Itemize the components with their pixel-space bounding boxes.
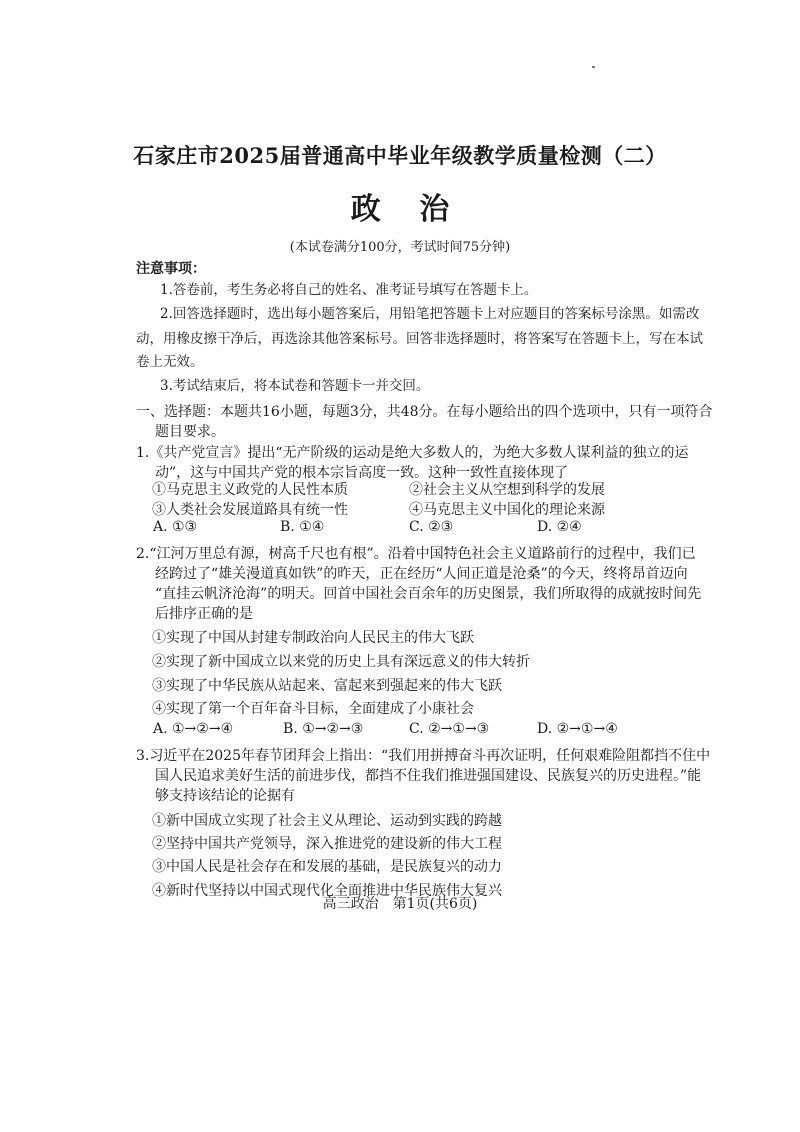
q1-statement-2: ②社会主义从空想到科学的发展 — [409, 482, 605, 498]
q2-statement-1: ①实现了中国从封建专制政治向人民民主的伟大飞跃 — [152, 630, 474, 646]
q2-stem-line1: 2.“江河万里总有源，树高千尺也有根”。沿着中国特色社会主义道路前行的过程中，我们已 — [136, 546, 696, 562]
q2-option-c: C. ②→①→③ — [409, 721, 490, 737]
q1-statement-1: ①马克思主义政党的人民性本质 — [152, 482, 348, 498]
notice-item-1: 1.答卷前，考生务必将自己的姓名、准考证号填写在答题卡上。 — [160, 282, 538, 298]
q3-stem-line1: 3.习近平在2025年春节团拜会上指出：“我们用拼搏奋斗再次证明，任何艰难险阻都挡不住中 — [136, 748, 711, 764]
subject-title: 政 治 — [350, 192, 464, 227]
q3-statement-1: ①新中国成立实现了社会主义从理论、运动到实践的跨越 — [152, 813, 502, 829]
q1-option-b: B. ①④ — [280, 519, 325, 535]
section-header-line1: 一、选择题：本题共16小题，每题3分，共48分。在每小题给出的四个选项中，只有一项符合 — [136, 404, 713, 420]
q2-option-a: A. ①→②→④ — [153, 721, 234, 737]
score-info: (本试卷满分100分，考试时间75分钟) — [289, 240, 511, 255]
exam-title: 石家庄市2025届普通高中毕业年级教学质量检测（二） — [133, 143, 667, 168]
q2-statement-2: ②实现了新中国成立以来党的历史上具有深远意义的伟大转折 — [152, 654, 530, 670]
q1-stem-line1: 1.《共产党宣言》提出“无产阶级的运动是绝大多数人的，为绝大多数人谋利益的独立的运 — [136, 445, 689, 461]
q1-option-d: D. ②④ — [537, 519, 582, 535]
q3-stem-line3: 够支持该结论的论据有 — [155, 788, 295, 804]
q1-statement-3: ③人类社会发展道路具有统一性 — [152, 502, 348, 518]
scan-speck — [592, 66, 595, 68]
page-footer: 高三政治 第1页(共6页) — [322, 896, 478, 912]
notice-heading: 注意事项： — [136, 261, 206, 277]
notice-item-2-line3: 卷上无效。 — [136, 354, 204, 370]
q2-option-d: D. ②→①→④ — [537, 721, 618, 737]
q3-statement-3: ③中国人民是社会存在和发展的基础，是民族复兴的动力 — [152, 859, 502, 875]
notice-item-2-line1: 2.回答选择题时，选出每小题答案后，用铅笔把答题卡上对应题目的答案标号涂黑。如需改 — [160, 306, 700, 322]
notice-item-3: 3.考试结束后，将本试卷和答题卡一并交回。 — [160, 378, 430, 394]
q2-stem-line4: 后排序正确的是 — [155, 606, 253, 622]
q2-stem-line3: “直挂云帆济沧海”的明天。回首中国社会百余年的历史图景，我们所取得的成就按时间先 — [155, 586, 702, 602]
q1-stem-line2: 动”，这与中国共产党的根本宗旨高度一致。这种一致性直接体现了 — [155, 465, 569, 481]
q3-statement-2: ②坚持中国共产党领导，深入推进党的建设新的伟大工程 — [152, 836, 502, 852]
notice-item-2-line2: 动，用橡皮擦干净后，再选涂其他答案标号。回答非选择题时，将答案写在答题卡上，写在本试 — [136, 331, 703, 347]
section-header-line2: 题目要求。 — [155, 424, 225, 440]
q2-statement-3: ③实现了中华民族从站起来、富起来到强起来的伟大飞跃 — [152, 678, 502, 694]
q3-statement-4: ④新时代坚持以中国式现代化全面推进中华民族伟大复兴 — [152, 883, 502, 899]
q1-option-c: C. ②③ — [409, 519, 454, 535]
q2-option-b: B. ①→②→③ — [283, 721, 364, 737]
q3-stem-line2: 国人民追求美好生活的前进步伐，都挡不住我们推进强国建设、民族复兴的历史进程。”能 — [155, 768, 702, 784]
q2-stem-line2: 经跨过了“雄关漫道真如铁”的昨天，正在经历“人间正道是沧桑”的今天，终将昂首迈向 — [155, 566, 688, 582]
q2-statement-4: ④实现了第一个百年奋斗目标，全面建成了小康社会 — [152, 701, 474, 717]
q1-statement-4: ④马克思主义中国化的理论来源 — [409, 502, 605, 518]
q1-option-a: A. ①③ — [153, 519, 198, 535]
